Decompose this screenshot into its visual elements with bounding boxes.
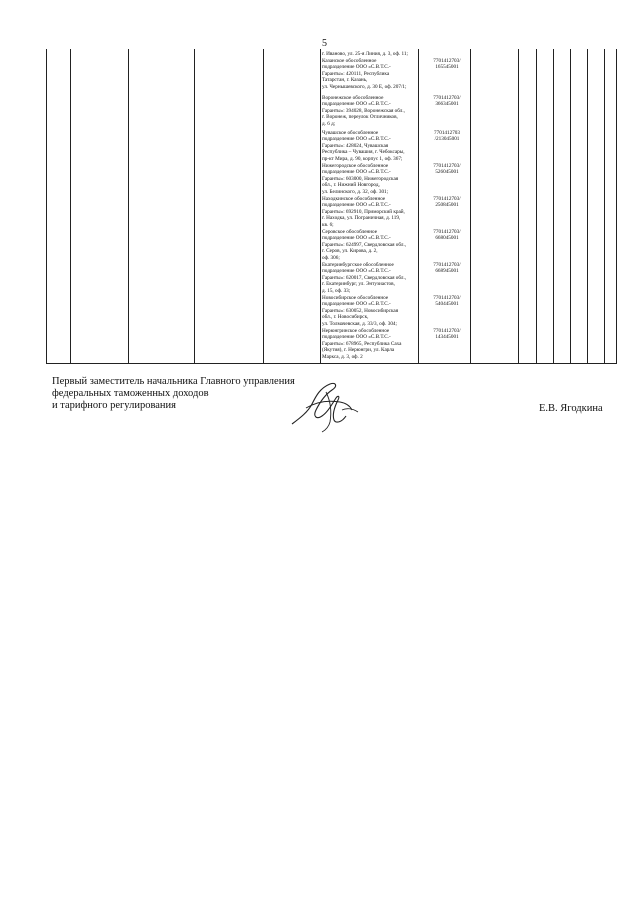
entry-line: Гаранты»: 620017, Свердловская обл., (322, 274, 407, 281)
entry-line: Чувашское обособленное (322, 130, 379, 136)
code-line: 7701412703/ (433, 95, 461, 101)
entry-line: пр-кт Мира, д. 90, корпус 1, оф. 367; (322, 155, 403, 162)
signer-name: Е.В. Ягодкина (539, 403, 603, 414)
code-line: 540445001 (435, 301, 459, 308)
table-column-line (128, 49, 129, 364)
inn-kpp-code (423, 328, 471, 341)
signer-position-line: Первый заместитель начальника Главного управления (52, 376, 295, 387)
page-number: 5 (322, 38, 327, 49)
table-column-line (418, 49, 419, 364)
branch-entry (322, 328, 418, 361)
entry-line: подразделение ООО «С.В.Т.С.- (322, 235, 391, 242)
entry-line: подразделение ООО «С.В.Т.С.- (322, 334, 391, 341)
entry-line: Гаранты»: 428024, Чувашская (322, 142, 389, 149)
branch-entry (322, 262, 418, 295)
table-border-bottom (46, 363, 617, 364)
code-line: 7701412703 (434, 130, 460, 136)
inn-kpp-code (423, 196, 471, 209)
branch-entry (322, 196, 418, 229)
signer-position (52, 376, 312, 412)
table-column-line (194, 49, 195, 364)
code-line: 366345001 (435, 101, 459, 108)
entry-line: Нерюнгринское обособленное (322, 328, 390, 334)
entry-line: Гаранты»: 692910, Приморский край, (322, 208, 405, 215)
branch-address-column (322, 51, 418, 361)
table-column-line (604, 49, 605, 364)
entry-line: Казанское обособленное (322, 58, 377, 64)
code-line: 7701412703/ (433, 229, 461, 235)
entry-line: Гаранты»: 603000, Нижегородская (322, 175, 399, 182)
branch-entry (322, 58, 418, 95)
entry-line: д. 6 д; (322, 120, 336, 127)
entry-line: Гаранты»: 678965, Республика Саха (322, 340, 402, 347)
table-column-line (320, 49, 321, 364)
entry-line: г. Екатеринбург, ул. Энтузиастов, (322, 281, 395, 288)
entry-line: г. Иваново, ул. 25-я Линия, д. 3, оф. 11; (322, 51, 408, 57)
entry-line: Гаранты»: 624997, Свердловская обл., (322, 241, 407, 248)
entry-line: Татарстан, г. Казань, (322, 77, 368, 84)
entry-line: Гаранты»: 420111, Республика (322, 70, 390, 77)
table-column-line (570, 49, 571, 364)
entry-line: Воронежское обособленное (322, 95, 384, 101)
entry-line: Серовское обособленное (322, 229, 378, 235)
code-line: 143445001 (435, 334, 459, 341)
code-line: 668045001 (435, 235, 459, 242)
inn-kpp-code (423, 163, 471, 176)
table-border-left (46, 49, 47, 364)
entry-line: ул. Толмачевская, д. 33/3, оф. 304; (322, 320, 397, 327)
entry-line: (Якутия), г. Нерюнгри, ул. Карла (322, 347, 395, 354)
entry-line: подразделение ООО «С.В.Т.С.- (322, 169, 391, 176)
table-column-line (263, 49, 264, 364)
code-line: 250845001 (435, 202, 459, 209)
code-line: 7701412703/ (433, 196, 461, 202)
code-line: 7701412703/ (433, 262, 461, 268)
branch-entry (322, 229, 418, 262)
entry-line: оф. 306; (322, 254, 340, 261)
entry-line: Находкинское обособленное (322, 196, 386, 202)
code-line: /213045001 (434, 136, 460, 143)
table-column-line (553, 49, 554, 364)
code-line: 7701412703/ (433, 295, 461, 301)
entry-line: подразделение ООО «С.В.Т.С.- (322, 202, 391, 209)
entry-line: подразделение ООО «С.В.Т.С.- (322, 64, 391, 71)
entry-line: Гаранты»: 394028, Воронежская обл., (322, 107, 405, 114)
branch-entry (322, 95, 418, 130)
table-border-right (616, 49, 617, 364)
table-column-line (536, 49, 537, 364)
code-line: 668945001 (435, 268, 459, 275)
entry-line: д. 15, оф. 33; (322, 287, 351, 294)
inn-kpp-code (423, 58, 471, 71)
entry-line: подразделение ООО «С.В.Т.С.- (322, 136, 391, 143)
code-line: 165545001 (435, 64, 459, 71)
signer-position-line: и тарифного регулирования (52, 400, 176, 411)
code-line: 526045001 (435, 169, 459, 176)
entry-line: г. Серов, ул. Кирова, д. 2, (322, 248, 378, 255)
entry-line: подразделение ООО «С.В.Т.С.- (322, 301, 391, 308)
entry-line: г. Находка, ул. Пограничная, д. 119, (322, 215, 401, 222)
entry-line: ул. Белинского, д. 32, оф. 301; (322, 188, 389, 195)
signer-position-line: федеральных таможенных доходов (52, 388, 209, 399)
entry-line: подразделение ООО «С.В.Т.С.- (322, 268, 391, 275)
code-line: 7701412703/ (433, 58, 461, 64)
entry-line: Маркса, д. 3, оф. 2 (322, 353, 363, 360)
entry-line: ул. Чернышевского, д. 30 Е, оф. 207/1; (322, 83, 407, 90)
entry-line: обл., г. Новосибирск, (322, 314, 369, 321)
entry-line: Гаранты»: 630052, Новосибирская (322, 307, 399, 314)
entry-line: Нижегородское обособленное (322, 163, 389, 169)
table-column-line (518, 49, 519, 364)
inn-kpp-code (423, 229, 471, 242)
table-column-line (70, 49, 71, 364)
branch-entry (322, 51, 418, 58)
inn-kpp-code (423, 262, 471, 275)
branch-entry (322, 130, 418, 163)
table-column-line (587, 49, 588, 364)
entry-line: Новосибирское обособленное (322, 295, 389, 301)
inn-kpp-code (423, 295, 471, 308)
branch-entry (322, 163, 418, 196)
inn-kpp-code (423, 130, 471, 143)
entry-line: г. Воронеж, переулок Отличников, (322, 114, 398, 121)
entry-line: кв. 6; (322, 221, 334, 228)
entry-line: обл., г. Нижний Новгород, (322, 182, 380, 189)
inn-kpp-code (423, 95, 471, 108)
handwritten-signature (286, 378, 366, 434)
code-line: 7701412703/ (433, 328, 461, 334)
entry-line: Республика – Чувашия, г. Чебоксары, (322, 149, 405, 156)
code-line: 7701412703/ (433, 163, 461, 169)
entry-line: Екатеринбургское обособленное (322, 262, 394, 268)
entry-line: подразделение ООО «С.В.Т.С.- (322, 101, 391, 108)
branch-entry (322, 295, 418, 328)
